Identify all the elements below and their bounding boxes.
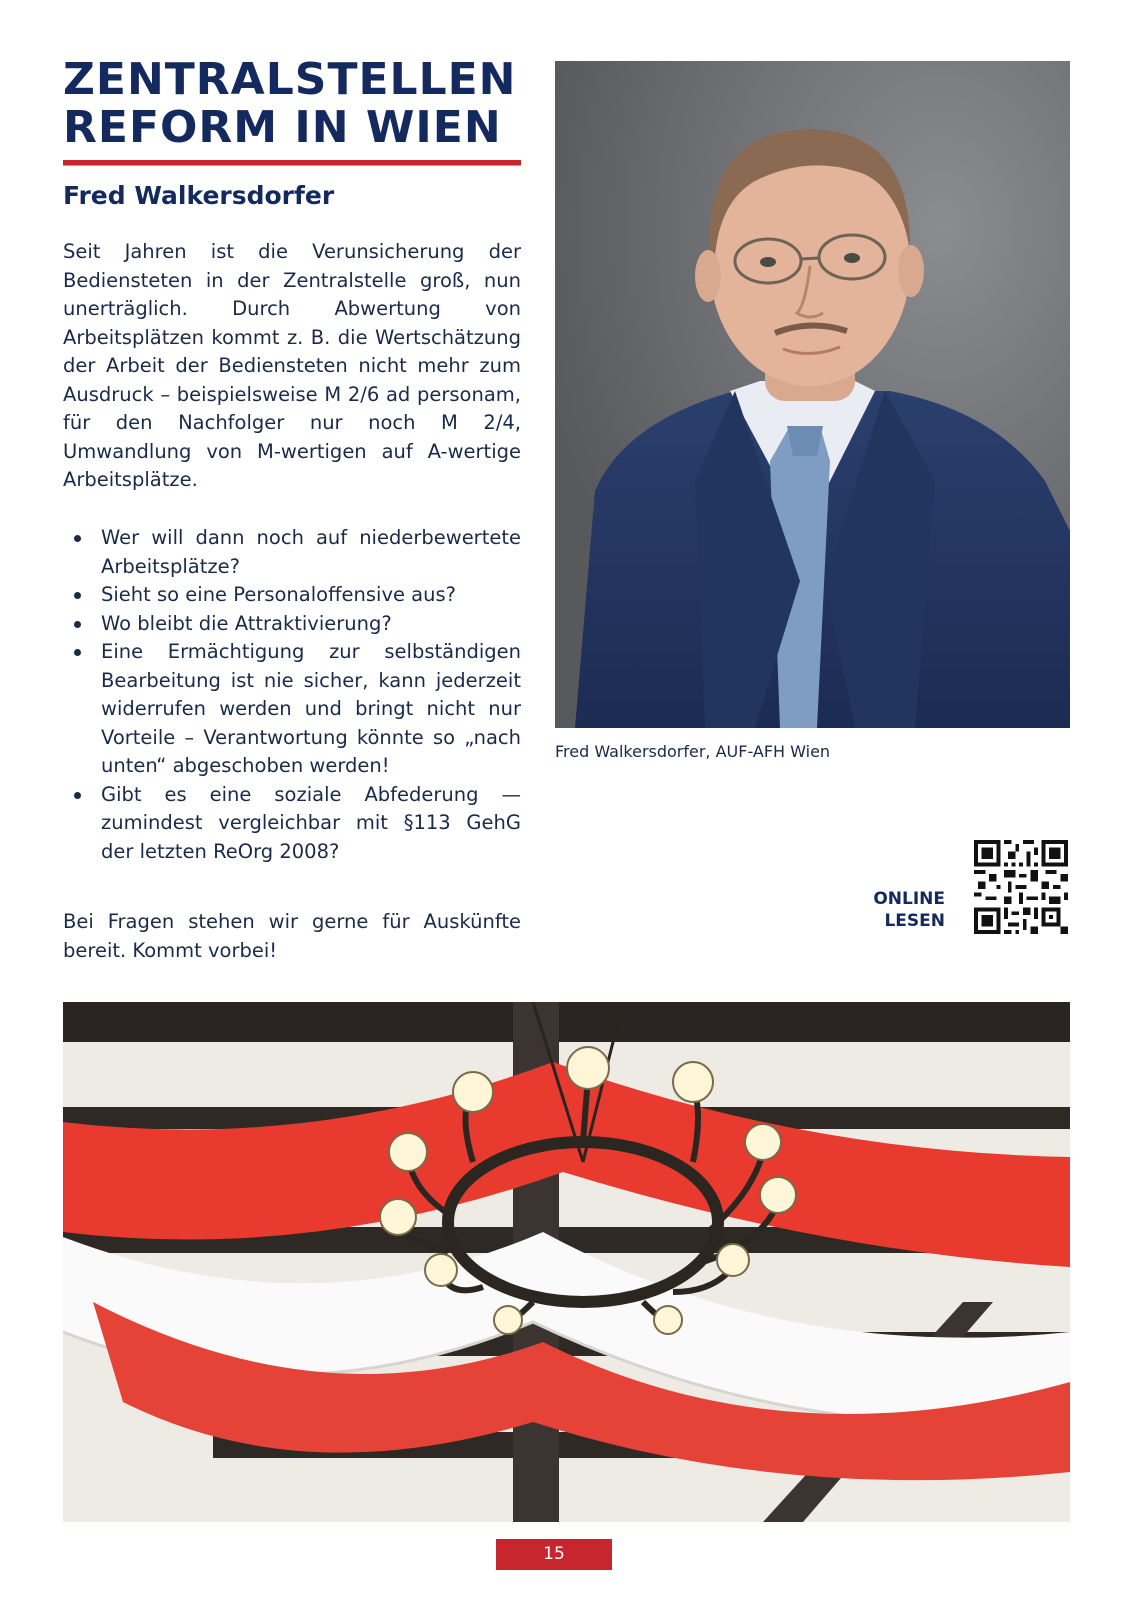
article-title	[63, 56, 533, 152]
author-name: Fred Walkersdorfer	[63, 181, 335, 210]
title-underline	[63, 160, 521, 166]
online-label-line-2: LESEN	[884, 911, 945, 931]
title-line-1: ZENTRALSTELLEN	[63, 54, 517, 105]
bullet-icon	[74, 621, 81, 628]
closing-paragraph: Bei Fragen stehen wir gerne für Auskünfte bereit. Kommt vorbei!	[63, 910, 521, 962]
bullet-icon	[74, 792, 81, 799]
list-item	[63, 610, 521, 639]
intro-paragraph: Seit Jahren ist die Verunsicherung der Bediensteten in der Zentralstelle groß, nun unerträglich. Durch Abwertung von Arbeitsplätzen kommt z. B. die Wertschätzung der Arbeit der Bediensteten nicht mehr zum Ausdruck – beispielsweise M 2/6 ad personam, für den Nachfolger nur noch M 2/4, Umwandlung von M-wertigen auf A-wertige Arbeitsplätze.	[63, 240, 521, 491]
question-list	[63, 524, 521, 866]
title-line-2: REFORM IN WIEN	[63, 102, 502, 153]
list-item-text: Sieht so eine Personaloffensive aus?	[101, 583, 456, 606]
bullet-icon	[74, 649, 81, 656]
ceiling-illustration	[63, 1002, 1070, 1522]
page-number: 15	[496, 1539, 612, 1570]
qr-code-icon[interactable]	[974, 840, 1068, 934]
chandelier-ceiling-photo	[63, 1002, 1070, 1522]
online-label-line-1: ONLINE	[873, 889, 945, 909]
list-item-text: Eine Ermächtigung zur selbständigen Bearbeitung ist nie sicher, kann jederzeit widerrufen werden und bringt nicht nur Vorteile – Verantwortung könnte so „nach unten“ abgeschoben werden!	[101, 640, 521, 777]
list-item-text: Wo bleibt die Attraktivierung?	[101, 611, 392, 635]
author-portrait-photo	[555, 61, 1070, 728]
online-read-label	[850, 888, 945, 932]
list-item	[63, 781, 521, 867]
list-item	[63, 638, 521, 781]
portrait-illustration	[555, 61, 1070, 728]
list-item-text: Wer will dann noch auf niederbewertete Arbeitsplätze?	[101, 526, 521, 578]
list-item	[63, 524, 521, 581]
bullet-icon	[74, 592, 81, 599]
list-item	[63, 581, 521, 610]
list-item-text: Gibt es eine soziale Abfederung — zumindest vergleichbar mit §113 GehG der letzten ReOrg 2008?	[101, 782, 521, 863]
bullet-icon	[74, 535, 81, 542]
photo-caption: Fred Walkersdorfer, AUF-AFH Wien	[555, 742, 831, 761]
